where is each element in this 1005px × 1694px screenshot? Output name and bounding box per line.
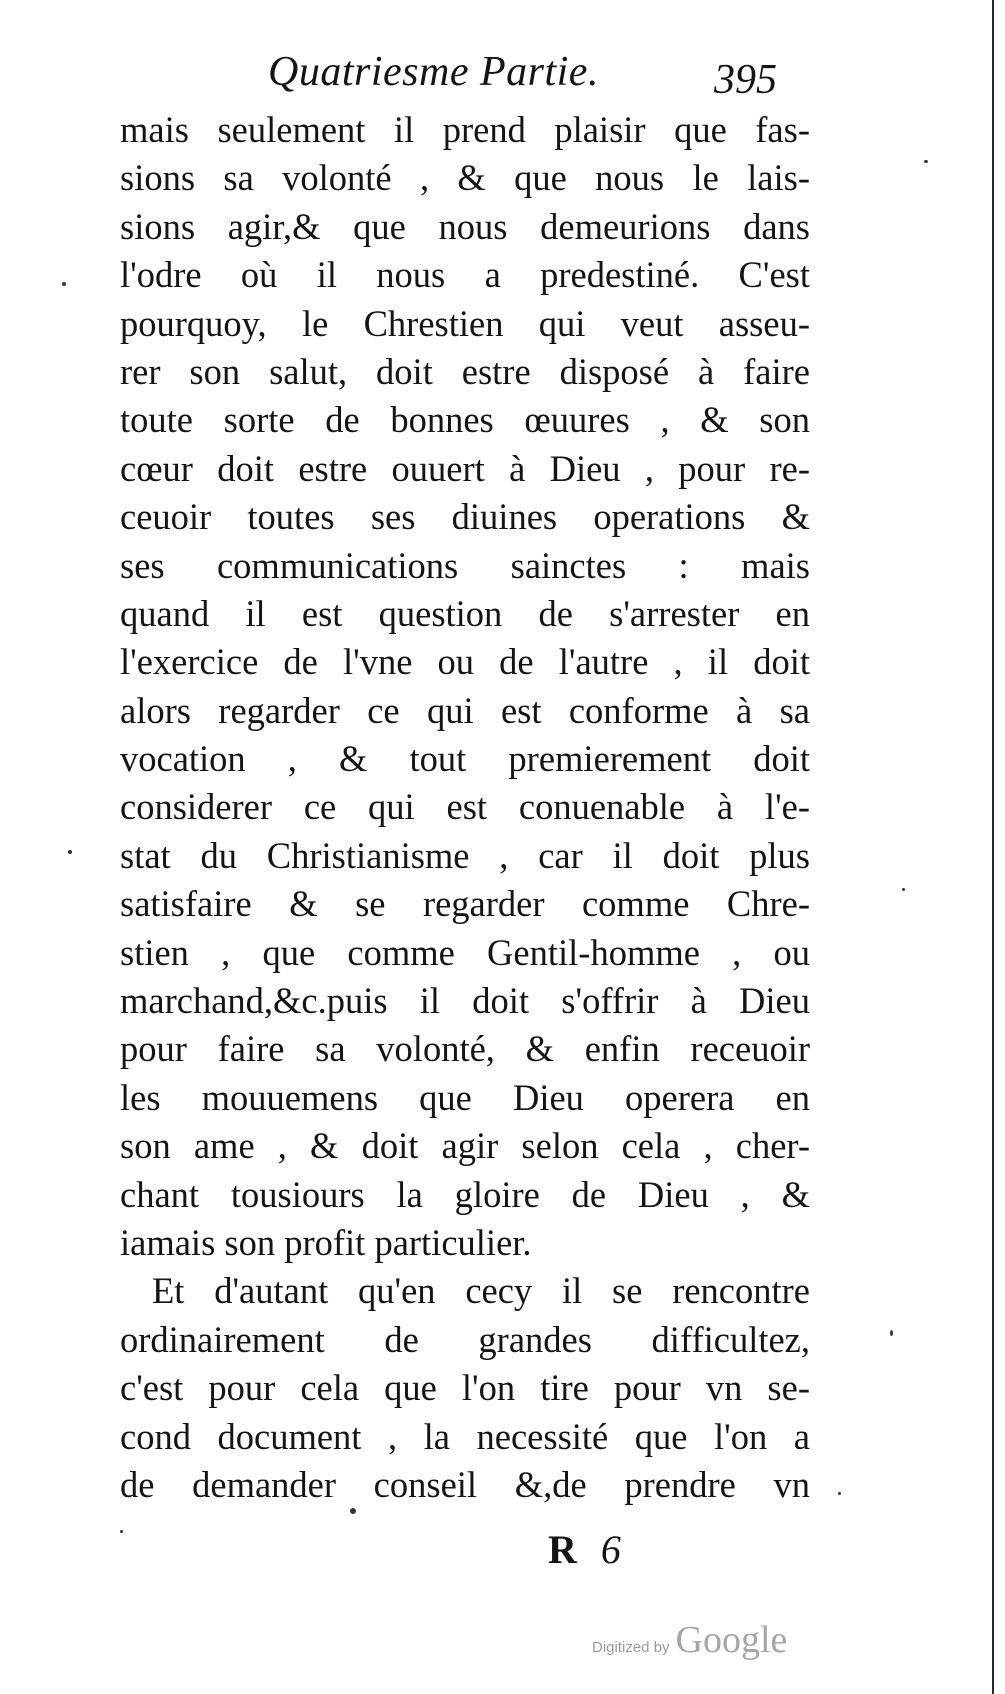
text-line: son ame , & doit agir selon cela , cher-	[120, 1125, 810, 1167]
paragraph-1	[120, 106, 810, 1267]
scan-speck	[838, 1492, 841, 1495]
google-logo: Google	[675, 1619, 788, 1661]
text-line: les mouuemens que Dieu operera en	[120, 1076, 810, 1118]
digitized-watermark	[592, 1618, 787, 1662]
text-line: cond document , la necessité que l'on a	[120, 1415, 810, 1457]
scan-speck	[68, 850, 72, 854]
text-line: vocation , & tout premierement doit	[120, 738, 810, 780]
page-number: 395	[714, 57, 777, 103]
text-line: l'exercice de l'vne ou de l'autre , il doit	[120, 641, 810, 683]
scan-speck	[120, 1530, 123, 1533]
text-line: ordinairement de grandes difficultez,	[120, 1318, 810, 1360]
text-line: pourquoy, le Chrestien qui veut asseu-	[120, 302, 810, 344]
text-line: stien , que comme Gentil-homme , ou	[120, 931, 810, 973]
watermark-prefix: Digitized by	[592, 1639, 670, 1656]
text-line: stat du Christianisme , car il doit plus	[120, 834, 810, 876]
running-title: Quatriesme Partie.	[268, 49, 599, 95]
text-line: ceuoir toutes ses diuines operations &	[120, 496, 810, 538]
scan-speck	[350, 1508, 356, 1514]
text-line: considerer ce qui est conuenable à l'e-	[120, 786, 810, 828]
text-line: Et d'autant qu'en cecy il se rencontre	[152, 1270, 810, 1312]
scan-speck	[924, 160, 928, 163]
scan-speck	[890, 1330, 893, 1336]
scan-speck	[62, 282, 66, 286]
paragraph-2	[120, 1267, 810, 1509]
text-line: iamais son profit particulier.	[120, 1221, 532, 1263]
text-line: cœur doit estre ouuert à Dieu , pour re-	[120, 447, 810, 489]
text-line: chant tousiours la gloire de Dieu , &	[120, 1173, 810, 1215]
text-line: l'odre où il nous a predestiné. C'est	[120, 254, 810, 296]
text-line: sions agir,& que nous demeurions dans	[120, 205, 810, 247]
text-line: c'est pour cela que l'on tire pour vn se-	[120, 1367, 810, 1409]
text-line: sions sa volonté , & que nous le lais-	[120, 157, 810, 199]
text-line: satisfaire & se regarder comme Chre-	[120, 883, 810, 925]
scan-speck	[902, 888, 905, 891]
text-line: marchand,&c.puis il doit s'offrir à Dieu	[120, 980, 810, 1022]
text-line: quand il est question de s'arrester en	[120, 592, 810, 634]
text-line: rer son salut, doit estre disposé à faire	[120, 350, 810, 392]
text-line: pour faire sa volonté, & enfin receuoir	[120, 1028, 810, 1070]
text-line: mais seulement il prend plaisir que fas-	[120, 109, 810, 150]
signature-number: 6	[600, 1527, 621, 1572]
signature-letter: R	[548, 1527, 577, 1572]
text-line: toute sorte de bonnes œuures , & son	[120, 399, 810, 441]
page-edge-rule	[992, 0, 994, 1694]
text-line: ses communications sainctes : mais	[120, 544, 810, 586]
text-line: alors regarder ce qui est conforme à sa	[120, 689, 810, 731]
text-line: de demander conseil &,de prendre vn	[120, 1463, 810, 1505]
signature-mark	[548, 1526, 621, 1573]
body-text	[120, 106, 810, 1509]
